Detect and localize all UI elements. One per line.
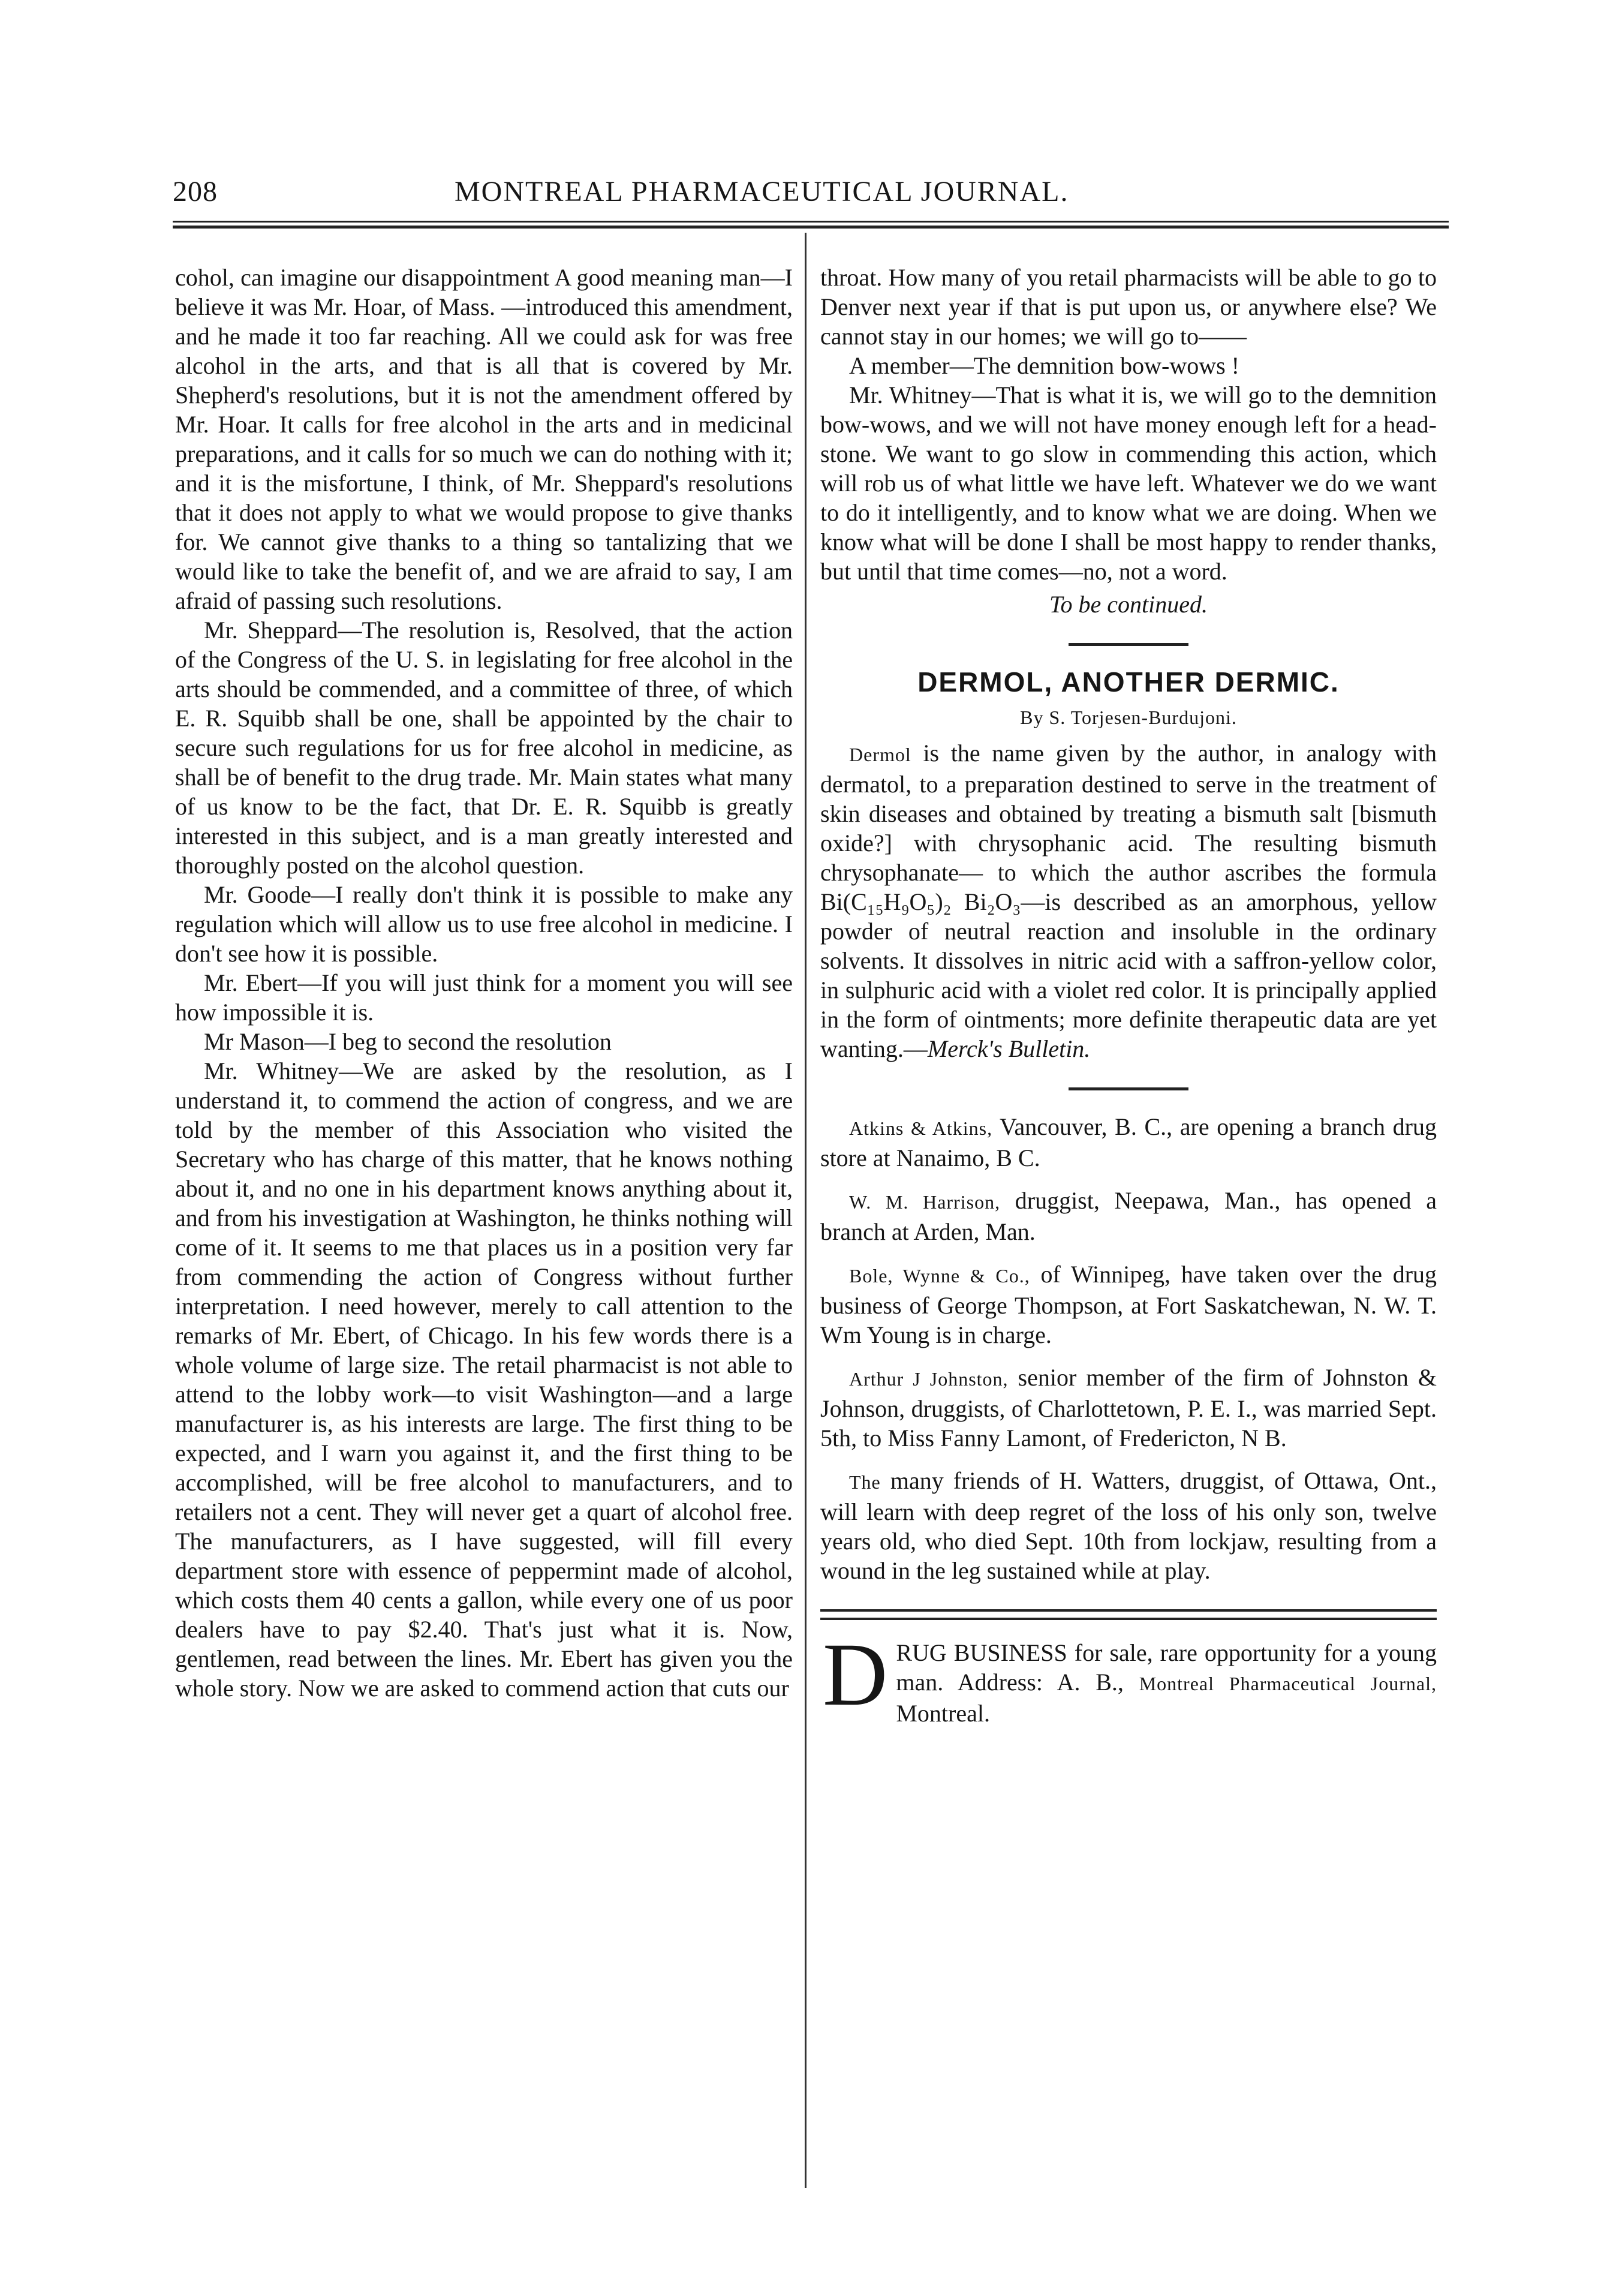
article-title: DERMOL, ANOTHER DERMIC.	[917, 666, 1340, 698]
column-divider	[805, 233, 807, 2188]
news-text: senior member of the firm of Johnston & Johnson, druggists, of Charlottetown, P. E. I., was married Sept. 5th, to Miss Fanny Lamont, of Fredericton, N B.	[820, 1364, 1437, 1451]
header-rule-thick	[173, 226, 1449, 229]
paragraph-mason: Mr Mason—I beg to second the resolution	[204, 1028, 612, 1055]
news-lead: W. M. Harrison,	[849, 1191, 1001, 1213]
news-lead: The	[849, 1471, 881, 1493]
drop-cap: D	[823, 1625, 888, 1724]
article-source: Merck's Bulletin.	[927, 1035, 1091, 1062]
news-text: druggist, Neepawa, Man., has opened a branch at Arden, Man.	[820, 1187, 1437, 1245]
news-text: of Winnipeg, have taken over the drug business of George Thompson, at Fort Saskatchewan, N. W. T. Wm Young is in charge.	[820, 1261, 1437, 1348]
page-number: 208	[173, 176, 218, 208]
news-item	[820, 1466, 1437, 1585]
paragraph-continued: cohol, can imagine our disappointment A good meaning man—I believe it was Mr. Hoar, of Mass. —introduced this amendment, and he made it too far reaching. All we could ask for was free alcohol in the arts, and that is all that is covered by Mr. Shepherd's resolutions, but it is not the amendment offered by Mr. Hoar. It calls for free alcohol in the arts and in medicinal preparations, and it calls for so much we can do nothing with it; and it is the misfortune, I think, of Mr. Sheppard's resolutions that it does not apply to what we would propose to give thanks for. We cannot give thanks to a thing so tantalizing that we would like to take the benefit of, and we are afraid to say, I am afraid of passing such resolutions.	[175, 264, 793, 614]
article-body	[820, 738, 1437, 1063]
paragraph-ebert: Mr. Ebert—If you will just think for a moment you will see how impossible it is.	[175, 969, 793, 1026]
to-be-continued: To be continued.	[1049, 591, 1208, 618]
news-lead: Atkins & Atkins,	[849, 1117, 993, 1139]
right-column	[820, 263, 1437, 1728]
section-rule	[1069, 643, 1188, 646]
news-text: many friends of H. Watters, druggist, of Ottawa, Ont., will learn with deep regret of the loss of his only son, twelve years old, who died Sept. 10th from lockjaw, resulting from a wound in the leg sustained while at play.	[820, 1467, 1437, 1584]
advertisement-city: Montreal.	[896, 1700, 990, 1727]
news-item	[820, 1260, 1437, 1350]
news-rule	[1069, 1087, 1188, 1090]
advertisement-body: RUG BUSINESS for sale, rare opportunity for a young man. Address: A. B.,	[896, 1639, 1437, 1696]
paragraph-goode: Mr. Goode—I really don't think it is possible to make any regulation which will allow us to use free alcohol in medicine. I don't see how it is possible.	[175, 881, 793, 967]
article-lead: Dermol	[849, 744, 911, 765]
news-lead: Arthur J Johnston,	[849, 1368, 1009, 1390]
paragraph-whitney-reply: Mr. Whitney—That is what it is, we will go to the demnition bow-wows, and we will not have money enough left for a head-stone. We want to go slow in commending this action, which will rob us of what little we have left. Whatever we do we want to do it intelligently, and to know what we are doing. When we know what will be done I shall be most happy to render thanks, but until that time comes—no, not a word.	[820, 381, 1437, 585]
news-text: Vancouver, B. C., are opening a branch drug store at Nanaimo, B C.	[820, 1113, 1437, 1171]
journal-title: MONTREAL PHARMACEUTICAL JOURNAL.	[455, 176, 1069, 208]
article-text: is the name given by the author, in analogy with dermatol, to a preparation destined to serve in the treatment of skin diseases and obtained by treating a bismuth salt [bismuth oxide?] with chrysophanic acid. The resulting bismuth chrysophanate— to which the author ascribes the formula Bi(C₁₅H₉O₅)₂ Bi₂O₃—is described as an amorphous, yellow powder of neutral reaction and insoluble in the ordinary solvents. It dissolves in nitric acid with a saffron-yellow color, in sulphuric acid with a violet red color. It is principally applied in the form of ointments; more definite therapeutic data are yet wanting.—	[820, 740, 1437, 1062]
paragraph-member: A member—The demnition bow-wows !	[849, 352, 1239, 379]
paragraph-sheppard: Mr. Sheppard—The resolution is, Resolved, that the action of the Congress of the U. S. in legislating for free alcohol in the arts should be commended, and a committee of three, of which E. R. Squibb shall be one, shall be appointed by the chair to secure such regulations for us for free alcohol in medicine, as shall be of benefit to the drug trade. Mr. Main states what many of us know to be the fact, that Dr. E. R. Squibb is greatly interested in this subject, and is a man greatly interested and thoroughly posted on the alcohol question.	[175, 617, 793, 879]
page-header	[173, 175, 1449, 211]
header-rule-thin	[173, 221, 1449, 223]
news-item	[820, 1363, 1437, 1453]
article-byline: By S. Torjesen-Burdujoni.	[1020, 707, 1237, 728]
news-item	[820, 1186, 1437, 1246]
paragraph-whitney: Mr. Whitney—We are asked by the resolution, as I understand it, to commend the action of congress, and we are told by the member of this Association who visited the Secretary who has charge of this matter, that he knows nothing about it, and no one in his department knows anything about it, and from his investigation at Washington, he thinks nothing will come of it. It seems to me that places us in a position very far from commending the action of Congress without further interpretation. I need however, merely to call attention to the remarks of Mr. Ebert, of Chicago. In his few words there is a whole volume of large size. The retail pharmacist is not able to attend to the lobby work—to visit Washington—and a large manufacturer is, as his interests are large. The first thing to be expected, and I warn you against it, and the first thing to be accomplished, will be free alcohol to manufacturers, and to retailers not a cent. They will never get a quart of alcohol free. The manufacturers, as I have suggested, will fill every department store with essence of peppermint made of alcohol, which costs them 40 cents a gallon, while every one of us poor dealers have to pay $2.40. That's just what it is. Now, gentlemen, read between the lines. Mr. Ebert has given you the whole story. Now we are asked to commend action that cuts our	[175, 1057, 793, 1702]
advertisement-journal: Montreal Pharmaceutical Journal,	[1139, 1673, 1437, 1694]
advertisement-rule	[820, 1609, 1437, 1620]
advertisement	[820, 1625, 1437, 1728]
news-item	[820, 1112, 1437, 1173]
paragraph-throat: throat. How many of you retail pharmacists will be able to go to Denver next year if that is put upon us, or anywhere else? We cannot stay in our homes; we will go to——	[820, 264, 1437, 350]
left-column	[175, 263, 793, 1703]
news-lead: Bole, Wynne & Co.,	[849, 1265, 1030, 1287]
advertisement-text	[820, 1625, 1437, 1728]
